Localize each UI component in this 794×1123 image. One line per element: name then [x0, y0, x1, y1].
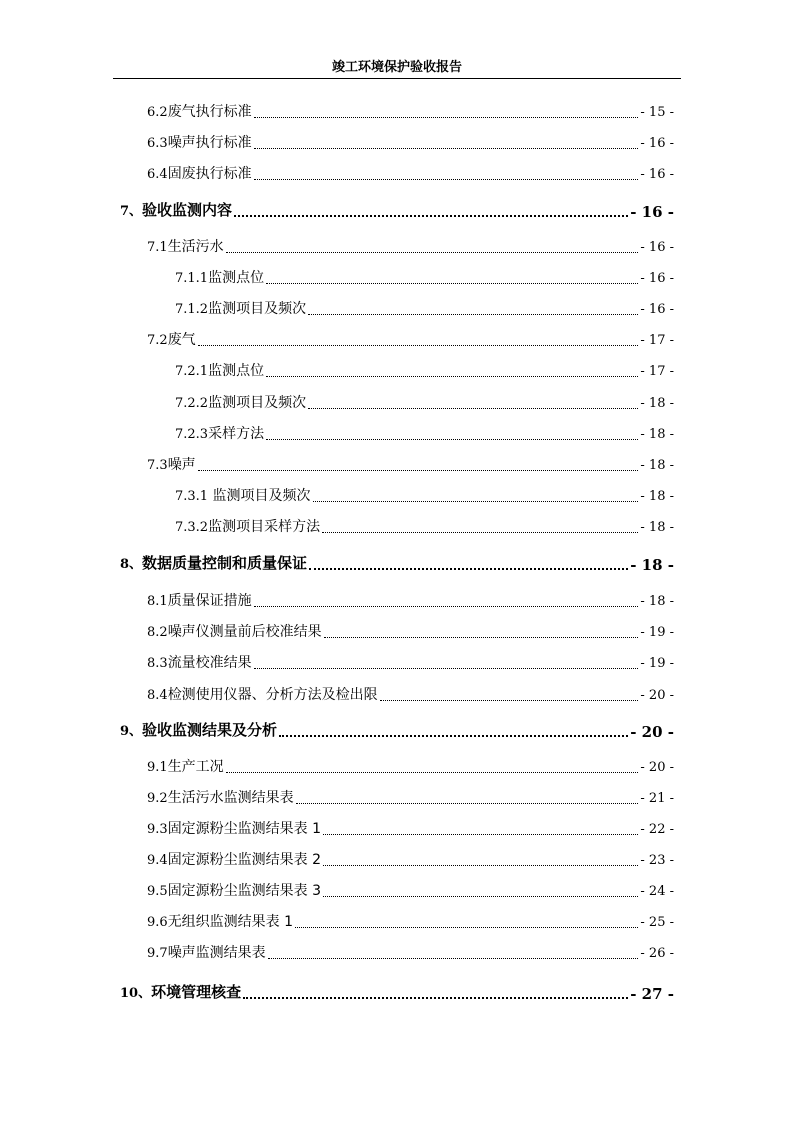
toc-entry-label — [147, 943, 266, 964]
toc-entry-page-number: - 18 - — [640, 489, 674, 504]
toc-entry-label — [120, 200, 232, 222]
toc-entry-page-number: - 19 - — [640, 656, 674, 671]
toc-entry[interactable] — [175, 362, 674, 382]
toc-dot-leader — [266, 283, 638, 284]
toc-entry-number: 9.7 — [147, 946, 168, 961]
toc-entry-title: 监测项目及频次 — [208, 301, 307, 317]
toc-entry[interactable] — [147, 103, 674, 123]
toc-entry-number: 7.2.1 — [175, 364, 209, 379]
toc-entry-label — [147, 912, 293, 933]
toc-dot-leader — [198, 470, 639, 471]
toc-entry-title: 流量校准结果 — [167, 655, 252, 671]
toc-dot-leader — [279, 735, 628, 737]
toc-entry-number: 7.1.2 — [175, 302, 209, 317]
toc-entry-label — [175, 268, 264, 289]
toc-entry-number: 7、 — [120, 204, 143, 219]
toc-dot-leader — [380, 700, 639, 701]
toc-entry-number: 7.1.1 — [175, 271, 209, 286]
toc-entry-number: 9.4 — [147, 853, 168, 868]
toc-entry-label — [147, 330, 196, 351]
toc-entry-number: 7.2.2 — [175, 396, 209, 411]
toc-entry[interactable] — [147, 758, 674, 778]
toc-entry-page-number: - 16 - — [640, 271, 674, 286]
toc-entry-number: 9.5 — [147, 884, 168, 899]
toc-entry[interactable] — [147, 882, 674, 902]
toc-dot-leader — [309, 568, 628, 570]
toc-entry-page-number: - 16 - — [640, 136, 674, 151]
toc-entry-page-number: - 18 - — [640, 458, 674, 473]
toc-entry-label — [147, 881, 321, 902]
toc-entry-page-number: - 25 - — [640, 915, 674, 930]
toc-entry[interactable] — [175, 487, 674, 507]
toc-entry-title: 噪声仪测量前后校准结果 — [167, 624, 322, 640]
toc-entry-title: 验收监测结果及分析 — [142, 721, 278, 739]
toc-entry[interactable] — [147, 686, 674, 706]
toc-entry[interactable] — [147, 913, 674, 933]
toc-entry-title: 监测项目采样方法 — [208, 519, 321, 535]
toc-entry-number: 9.6 — [147, 915, 168, 930]
toc-dot-leader — [295, 927, 638, 928]
toc-entry-page-number: - 17 - — [640, 333, 674, 348]
toc-entry-number: 9、 — [120, 724, 143, 739]
toc-dot-leader — [226, 772, 639, 773]
toc-entry-number: 7.3.2 — [175, 520, 209, 535]
toc-entry-page-number: - 18 - — [640, 520, 674, 535]
toc-entry-label — [147, 850, 321, 871]
toc-dot-leader — [296, 803, 639, 804]
toc-entry[interactable] — [120, 722, 674, 742]
toc-dot-leader — [266, 439, 638, 440]
toc-entry-number: 10、 — [120, 986, 152, 1001]
toc-entry-number: 7.2 — [147, 333, 168, 348]
toc-entry[interactable] — [175, 394, 674, 414]
toc-entry-title: 生产工况 — [167, 759, 224, 775]
toc-entry-page-number: - 20 - — [640, 688, 674, 703]
toc-entry-title: 废气 — [167, 332, 196, 348]
toc-entry-number: 7.1 — [147, 240, 168, 255]
toc-entry[interactable] — [120, 555, 674, 575]
toc-entry-label — [147, 237, 224, 258]
toc-entry-label — [175, 393, 306, 414]
toc-dot-leader — [266, 376, 638, 377]
toc-entry[interactable] — [147, 134, 674, 154]
toc-entry-title: 固废执行标准 — [167, 166, 252, 182]
toc-entry-label — [147, 133, 252, 154]
toc-entry-page-number: - 16 - — [630, 203, 674, 221]
toc-dot-leader — [254, 179, 639, 180]
toc-entry-label — [175, 424, 264, 445]
toc-entry-page-number: - 15 - — [640, 105, 674, 120]
toc-entry-label — [120, 982, 241, 1004]
toc-entry-page-number: - 18 - — [630, 556, 674, 574]
toc-entry-label — [147, 102, 252, 123]
toc-entry-label — [147, 653, 252, 674]
toc-entry[interactable] — [147, 789, 674, 809]
toc-entry-label — [147, 788, 294, 809]
toc-dot-leader — [268, 958, 639, 959]
toc-entry-title: 监测点位 — [208, 270, 265, 286]
toc-entry-page-number: - 22 - — [640, 822, 674, 837]
toc-entry-page-number: - 17 - — [640, 364, 674, 379]
toc-dot-leader — [324, 637, 639, 638]
toc-entry-title: 环境管理核查 — [151, 983, 242, 1001]
toc-entry-label — [175, 517, 320, 538]
toc-entry-title: 噪声监测结果表 — [167, 945, 266, 961]
toc-dot-leader — [254, 148, 639, 149]
toc-entry-page-number: - 18 - — [640, 396, 674, 411]
toc-entry-page-number: - 18 - — [640, 594, 674, 609]
toc-dot-leader — [322, 532, 638, 533]
toc-entry-page-number: - 26 - — [640, 946, 674, 961]
toc-dot-leader — [323, 834, 638, 835]
toc-entry-label — [147, 591, 252, 612]
toc-entry-title: 噪声 — [167, 457, 196, 473]
toc-entry-label — [147, 622, 322, 643]
toc-entry-label — [175, 486, 311, 507]
toc-entry-number: 9.1 — [147, 760, 168, 775]
toc-entry-label — [147, 685, 378, 706]
toc-entry[interactable] — [147, 456, 674, 476]
toc-entry-page-number: - 20 - — [630, 723, 674, 741]
toc-entry-number: 7.2.3 — [175, 427, 209, 442]
toc-entry-label — [120, 553, 307, 575]
toc-entry-title: 监测点位 — [208, 363, 265, 379]
toc-entry-number: 8.4 — [147, 688, 168, 703]
toc-entry-title: 质量保证措施 — [167, 593, 252, 609]
toc-entry-title: 数据质量控制和质量保证 — [142, 554, 308, 572]
toc-entry-label — [175, 361, 264, 382]
toc-entry-title: 监测项目及频次 — [208, 488, 311, 504]
toc-entry-label — [120, 720, 277, 742]
toc-entry[interactable] — [147, 165, 674, 185]
toc-dot-leader — [234, 215, 628, 217]
toc-entry-number: 9.3 — [147, 822, 168, 837]
toc-entry-title: 固定源粉尘监测结果表 1 — [167, 821, 322, 837]
toc-dot-leader — [243, 997, 628, 999]
toc-entry-page-number: - 18 - — [640, 427, 674, 442]
toc-entry-number: 8.2 — [147, 625, 168, 640]
toc-entry-title: 固定源粉尘监测结果表 2 — [167, 852, 322, 868]
toc-entry[interactable] — [120, 202, 674, 222]
toc-entry[interactable] — [147, 238, 674, 258]
toc-entry[interactable] — [147, 654, 674, 674]
toc-entry-title: 验收监测内容 — [142, 201, 233, 219]
toc-entry[interactable] — [175, 425, 674, 445]
toc-entry-page-number: - 27 - — [630, 985, 674, 1003]
toc-entry-page-number: - 21 - — [640, 791, 674, 806]
toc-entry-page-number: - 16 - — [640, 240, 674, 255]
toc-dot-leader — [226, 252, 639, 253]
toc-entry[interactable] — [147, 820, 674, 840]
toc-entry-title: 废气执行标准 — [167, 104, 252, 120]
toc-dot-leader — [254, 668, 639, 669]
toc-dot-leader — [308, 314, 638, 315]
toc-entry-title: 检测使用仪器、分析方法及检出限 — [167, 687, 378, 703]
toc-entry[interactable] — [175, 300, 674, 320]
toc-entry-page-number: - 20 - — [640, 760, 674, 775]
toc-entry-page-number: - 24 - — [640, 884, 674, 899]
toc-entry[interactable] — [175, 518, 674, 538]
toc-entry-number: 7.3.1 — [175, 489, 209, 504]
page-header-title: 竣工环境保护验收报告 — [331, 60, 462, 75]
toc-entry-page-number: - 19 - — [640, 625, 674, 640]
toc-entry-title: 固定源粉尘监测结果表 3 — [167, 883, 322, 899]
toc-entry-label — [147, 819, 321, 840]
toc-entry-label — [147, 757, 224, 778]
toc-entry-number: 6.3 — [147, 136, 168, 151]
toc-entry-number: 7.3 — [147, 458, 168, 473]
toc-entry-number: 6.4 — [147, 167, 168, 182]
toc-entry-title: 生活污水监测结果表 — [167, 790, 294, 806]
toc-entry[interactable] — [147, 851, 674, 871]
toc-entry-number: 9.2 — [147, 791, 168, 806]
toc-dot-leader — [313, 501, 639, 502]
toc-entry-title: 生活污水 — [167, 239, 224, 255]
toc-entry-title: 采样方法 — [208, 426, 265, 442]
toc-entry[interactable] — [147, 623, 674, 643]
toc-entry-number: 8.1 — [147, 594, 168, 609]
toc-entry[interactable] — [147, 331, 674, 351]
toc-dot-leader — [254, 606, 639, 607]
toc-dot-leader — [308, 408, 638, 409]
toc-entry-title: 噪声执行标准 — [167, 135, 252, 151]
toc-dot-leader — [198, 345, 639, 346]
toc-entry[interactable] — [175, 269, 674, 289]
toc-dot-leader — [254, 117, 639, 118]
toc-dot-leader — [323, 865, 638, 866]
toc-entry-title: 监测项目及频次 — [208, 395, 307, 411]
toc-entry[interactable] — [147, 944, 674, 964]
toc-entry[interactable] — [147, 592, 674, 612]
toc-entry-number: 8、 — [120, 557, 143, 572]
toc-dot-leader — [323, 896, 638, 897]
toc-entry-label — [147, 164, 252, 185]
toc-entry-page-number: - 16 - — [640, 302, 674, 317]
toc-entry-label — [147, 455, 196, 476]
toc-entry-page-number: - 23 - — [640, 853, 674, 868]
toc-entry-number: 8.3 — [147, 656, 168, 671]
toc-entry-title: 无组织监测结果表 1 — [167, 914, 294, 930]
toc-entry-label — [175, 299, 306, 320]
toc-entry[interactable] — [120, 984, 674, 1004]
toc-entry-page-number: - 16 - — [640, 167, 674, 182]
toc-entry-number: 6.2 — [147, 105, 168, 120]
